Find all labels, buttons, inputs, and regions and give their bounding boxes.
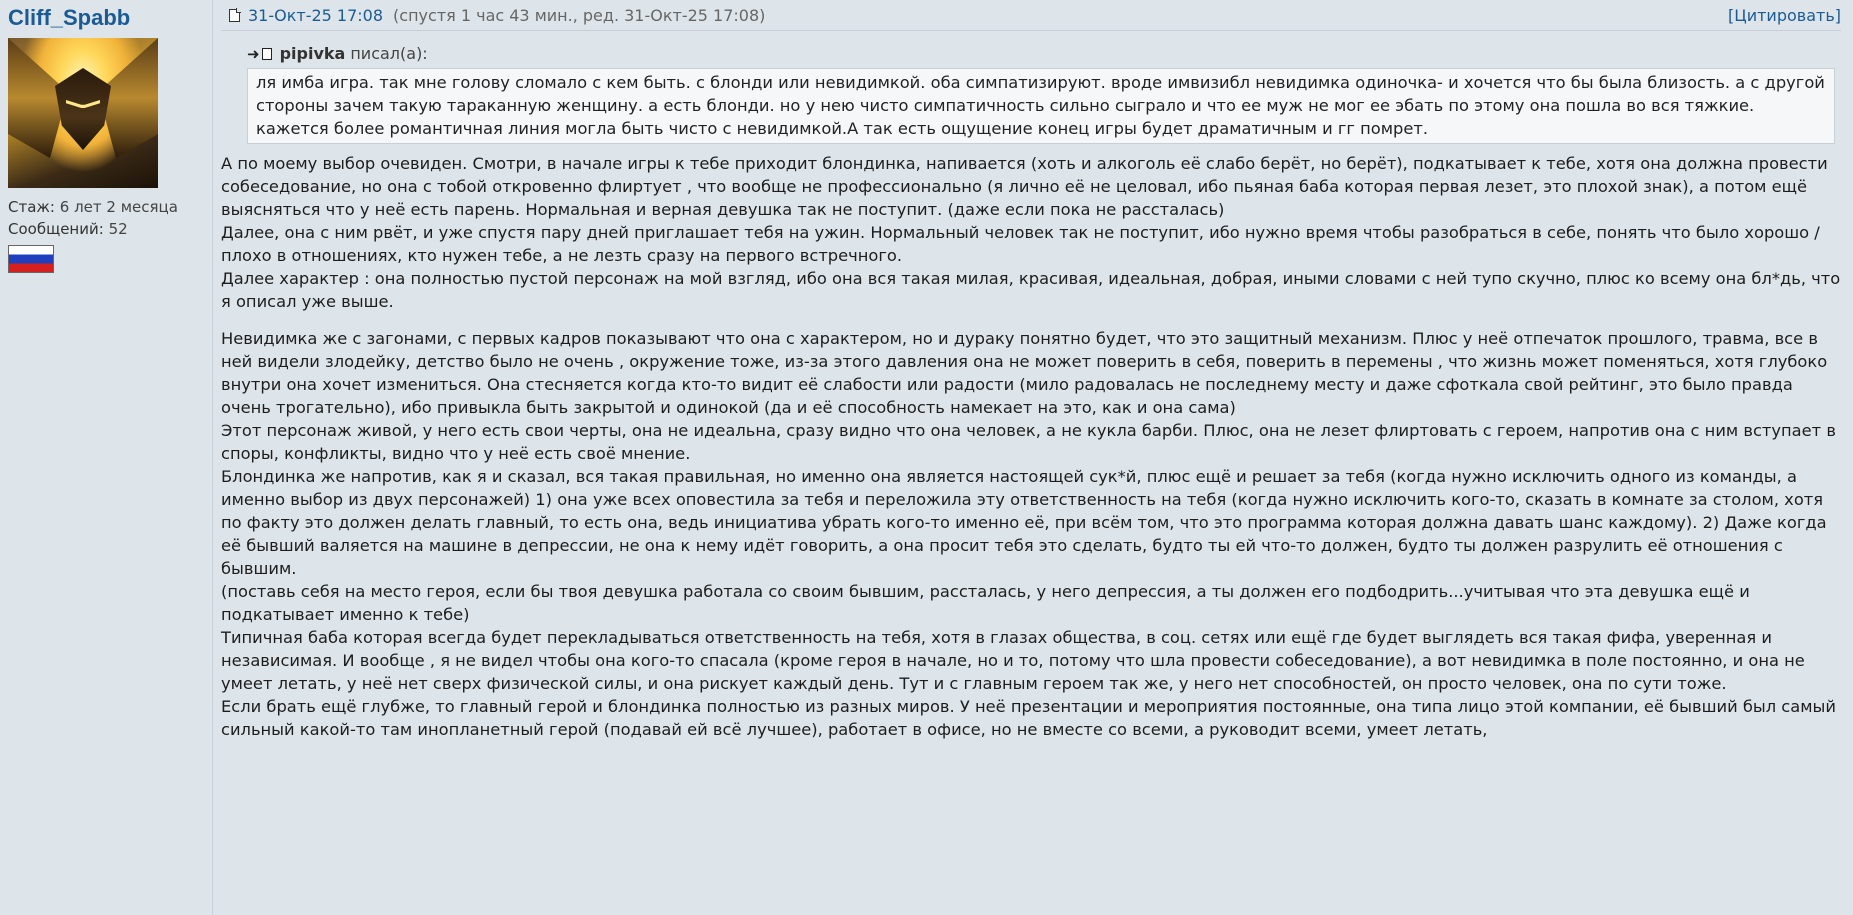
quote-author: pipivka [279,44,346,63]
post-header [221,0,1841,31]
body-paragraph: Блондинка же напротив, как я и сказал, вся такая правильная, но именно она является настоящей сук*й, плюс ещё и решает за тебя (когда нужно исключить одного из команды, а именно выбор из двух персонажей) 1) она уже всех оповестила за тебя и переложила эту ответственность на тебя (когда нужно исключить кого-то, сказать в комнате за столом, хотя по факту это должен делать главный, то есть она, ведь инициатива убрать кого-то именно её, при всём том, что это программа которая должна давать шанс каждому). 2) Даже когда её бывший валяется на машине в депрессии, не она к нему идёт говорить, а она просит тебя это сделать, будто ты ей что-то должен, будто ты должен разрулить её отношения с бывшим. [221,467,1827,578]
body-paragraph: Далее, она с ним рвёт, и уже спустя пару дней приглашает тебя на ужин. Нормальный человек так не поступит, ибо нужно время чтобы разобраться в себе, понять что было хорошо / плохо в отношениях, кто нужен тебе, а не лезть сразу на первого встречного. [221,223,1820,265]
tenure-label: Стаж: [8,198,55,216]
body-paragraph: Невидимка же с загонами, с первых кадров показывают что она с характером, но и дураку понятно будет, что это защитный механизм. Плюс у неё отпечаток прошлого, травма, все в ней видели злодейку, детство было не очень , окружение тоже, из-за этого давления она не может поверить в себя, поверить в перемены , что жизнь может поменяться, хотя глубоко внутри она хочет измениться. Она стесняется когда кто-то видит её слабости или радости (мило радовалась не последнему месту и даже сфоткала свой рейтинг, это было правда очень трогательно), ибо привыкла быть закрытой и одинокой (да и её способность намекает на это, как и она сама) [221,329,1828,417]
paragraph-gap [221,313,1841,327]
post-content [213,0,1853,915]
body-paragraph: Этот персонаж живой, у него есть свои черты, она не идеальна, сразу видно что она человек, а не кукла барби. Плюс, она не лезет флиртовать с героем, напротив она с ним вступает в споры, конфликты, видно что у неё есть своё мнение. [221,421,1836,463]
quote-header [247,43,1835,65]
author-username[interactable]: Cliff_Spabb [8,5,131,30]
post-date-link[interactable]: 31-Окт-25 17:08 [248,5,384,25]
quote-said-label: писал(а): [350,44,428,63]
author-meta [8,196,212,240]
post-body [221,152,1841,741]
body-paragraph: Далее характер : она полностью пустой персонаж на мой взгляд, ибо она вся такая милая, красивая, идеальная, добрая, иными словами с ней тупо скучно, плюс ко всему она бл*дь, что я описал уже выше. [221,269,1841,311]
author-tenure [8,196,212,218]
russia-flag-icon [8,245,54,273]
body-paragraph: (поставь себя на место героя, если бы твоя девушка работала со своим бывшим, рассталась, у него депрессия, а ты должен его подбодрить...учитывая что эта девушка ещё и подкатывает именно к тебе) [221,582,1750,624]
quote-text: ля имба игра. так мне голову сломало с кем быть. с блонди или невидимкой. оба симпатизируют. вроде имвизибл невидимка одиночка- и хочется что бы была близость. а с другой стороны зачем такую тараканную женщину. а есть блонди. но у нею чисто симпатичность сильно сыграло и что ее муж не мог ее эбать по этому она пошла во вся тяжкие. кажется более романтичная линия могла быть чисто с невидимкой.А так есть ощущение конец игры будет драматичным и гг помрет. [247,68,1835,144]
quote-document-icon [262,48,272,60]
author-post-count [8,218,212,240]
quoted-message [247,43,1835,144]
body-paragraph: Если брать ещё глубже, то главный герой и блондинка полностью из разных миров. У неё презентации и мероприятия постоянные, она типа лицо этой компании, её бывший был самый сильный какой-то там инопланетный герой (подавай ей всё лучшее), работает в офисе, но не вместе со всеми, а руководит всеми, умеет летать, [221,697,1836,739]
quote-button[interactable]: [Цитировать] [1728,5,1841,25]
post-document-icon [229,9,240,22]
avatar-art-head [55,68,111,150]
body-paragraph: А по моему выбор очевиден. Смотри, в начале игры к тебе приходит блондинка, напивается (хоть и алкоголь её слабо берёт, но берёт), подкатывает к тебе, хотя она должна провести собеседование, но она с тобой откровенно флиртует , что вообще не профессионально (я лично её не целовал, ибо пьяная баба которая первая лезет, это плохой знак), а потом ещё выясняться что у неё есть парень. Нормальная и верная девушка так не поступит. (даже если пока не рассталась) [221,154,1828,219]
body-paragraph: Типичная баба которая всегда будет перекладываться ответственность на тебя, хотя в глазах общества, в соц. сетях или ещё где будет выглядеть вся такая фифа, уверенная и независимая. И вообще , я не видел чтобы она кого-то спасала (кроме героя в начале, но и то, потому что шла провести собеседование), а вот невидимка в поле постоянно, и она не умеет летать, у неё нет сверх физической силы, и она рискует каждый день. Тут и с главным героем так же, у него нет способностей, он просто человек, она по сути тоже. [221,628,1805,693]
posts-value: 52 [108,220,128,238]
posts-label: Сообщений: [8,220,104,238]
post-author-sidebar [0,0,213,915]
arrow-right-icon: ➜ [247,45,260,63]
tenure-value: 6 лет 2 месяца [59,198,178,216]
post-edit-note: (спустя 1 час 43 мин., ред. 31-Окт-25 17:08) [393,5,766,25]
author-avatar[interactable] [8,38,158,188]
